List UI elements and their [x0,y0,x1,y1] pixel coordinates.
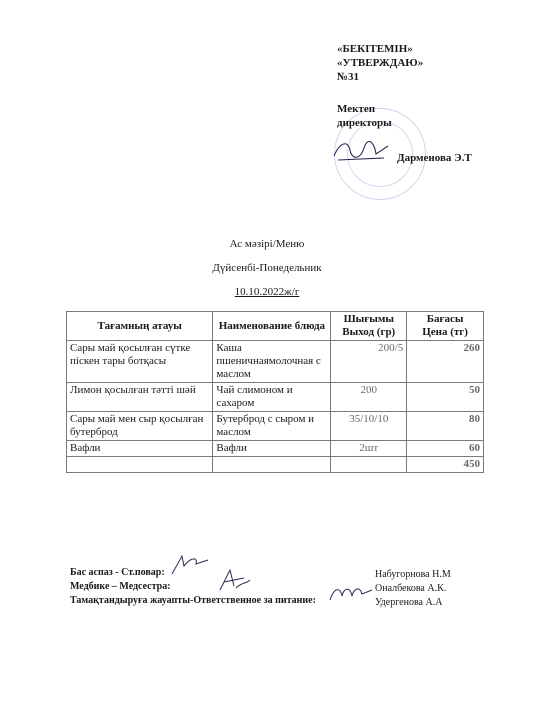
approval-director-title: директоры [337,117,392,129]
approval-number: №31 [337,71,360,83]
signature-names [375,568,485,610]
approval-kz: «БЕКІТЕМІН» [337,43,413,55]
dish-yield: 200 [331,383,407,412]
header-yield-kz: Шығымы [343,313,394,325]
dish-kz: Вафли [67,441,213,457]
document-titles [0,237,534,309]
header-yield [331,312,407,341]
menu-title: Ас мәзірі/Меню [229,238,305,250]
table-row [67,412,484,441]
header-dish-ru: Наименование блюда [213,312,331,341]
approval-school: Мектеп [337,103,376,115]
dish-ru: Каша пшеничнаямолочная с маслом [213,341,331,383]
table-row [67,383,484,412]
menu-date: 10.10.2022ж/г [234,286,300,298]
header-dish-kz: Тағамның атауы [67,312,213,341]
dish-yield: 200/5 [331,341,407,383]
nurse-role: Медбике – Медсестра: [70,581,171,592]
director-signature [330,136,392,166]
dish-kz: Сары май мен сыр қосылған бутерброд [67,412,213,441]
approval-ru: «УТВЕРЖДАЮ» [337,57,424,69]
dish-yield: 2шт [331,441,407,457]
dish-price: 80 [407,412,484,441]
cook-name: Набугорнова Н.М [375,569,451,580]
cook-signature [168,552,212,578]
header-yield-ru: Выход (гр) [342,326,396,338]
dish-kz: Лимон қосылған тәтті шәй [67,383,213,412]
day-title: Дүйсенбі-Понедельник [212,262,322,274]
dish-price: 50 [407,383,484,412]
dish-yield: 35/10/10 [331,412,407,441]
menu-table [66,311,484,473]
header-price-kz: Бағасы [426,313,464,325]
responsible-signature [326,580,376,606]
responsible-role: Тамақтандыруға жауапты-Ответственное за питание: [70,595,316,606]
table-row [67,341,484,383]
dish-ru: Бутерброд с сыром и маслом [213,412,331,441]
nurse-name: Оналбекова А.К. [375,583,447,594]
table-row [67,441,484,457]
director-name: Дарменова Э.Т [397,152,472,164]
nurse-signature [214,566,254,594]
responsible-name: Удергенова А.А [375,597,443,608]
cook-role: Бас аспаз - Ст.повар: [70,567,165,578]
table-total-row [67,457,484,473]
table-header-row [67,312,484,341]
dish-price: 60 [407,441,484,457]
dish-ru: Вафли [213,441,331,457]
dish-ru: Чай слимоном и сахаром [213,383,331,412]
header-price [407,312,484,341]
dish-kz: Сары май қосылған сүтке піскен тары ботқасы [67,341,213,383]
header-price-ru: Цена (тг) [422,326,468,338]
dish-price: 260 [407,341,484,383]
total-price: 450 [407,457,484,473]
approval-block [337,42,527,164]
